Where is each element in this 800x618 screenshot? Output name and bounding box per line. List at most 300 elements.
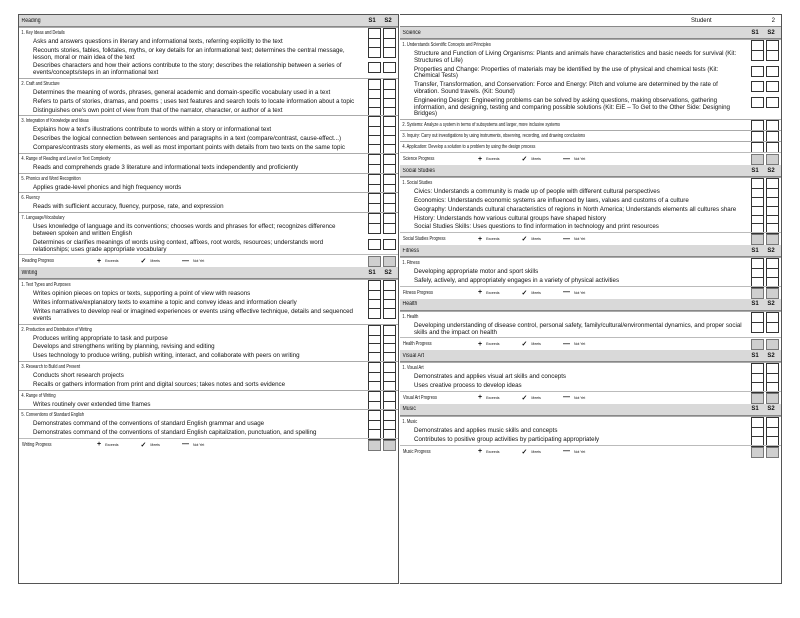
- standard-text: Explains how a text's illustrations contribute to words within a story or informational text: [33, 126, 272, 134]
- semester-label: S2: [767, 167, 775, 174]
- standard-text: Recounts stories, fables, folktales, myths, or key details for an informational text; determines the central message, lesson, moral or main idea of the text: [33, 46, 345, 61]
- category-row: [400, 311, 781, 322]
- standard-text: Uses technology to produce writing, publish writing, interact, and collaborate with peers on writing: [33, 352, 300, 360]
- category-row: [400, 119, 781, 130]
- progress-row: [400, 152, 781, 165]
- progress-label: Music Progress: [403, 448, 431, 455]
- category-title: 1. Music: [402, 418, 418, 425]
- progress-grade-box-s2[interactable]: [766, 339, 779, 350]
- standard-item: [400, 382, 781, 391]
- category-row: [19, 409, 398, 420]
- student-header: [400, 15, 781, 27]
- legend-symbol: +: [478, 289, 483, 297]
- grade-box-s2[interactable]: [766, 66, 779, 77]
- standard-text: Writes opinion pieces on topics or texts, supporting a point of view with reasons: [33, 290, 251, 298]
- legend-symbol: +: [478, 235, 483, 243]
- standard-text: Conducts short research projects: [33, 371, 124, 379]
- legend-symbol: ✓: [521, 448, 528, 456]
- legend-entry: [563, 156, 585, 163]
- legend-symbol: +: [97, 257, 102, 265]
- section-title: Visual Art: [402, 352, 425, 359]
- standard-item: [19, 62, 398, 78]
- category-row: [19, 173, 398, 184]
- semester-label: S2: [767, 406, 775, 413]
- legend-entry: [478, 448, 500, 455]
- grade-box-s2[interactable]: [766, 81, 779, 92]
- section-header: [400, 299, 781, 311]
- semester-label: S1: [368, 269, 376, 276]
- standard-item: [400, 50, 781, 66]
- legend-label: Exceeds: [105, 259, 119, 264]
- standard-text: Determines or clarifies meanings of words using context, affixes, root words, resources; understands word relationships; uses grade appropriate vocabulary: [33, 238, 324, 253]
- category-title: 3. Inquiry: Carry out investigations by using instruments, observing, recording, and drawing conclusions: [402, 133, 586, 140]
- legend-entry: [478, 156, 500, 163]
- progress-grade-box-s1[interactable]: [751, 447, 764, 458]
- progress-label: Fitness Progress: [403, 289, 434, 296]
- category-title: 5. Conventions of Standard English: [21, 412, 85, 419]
- section-title: Music: [402, 406, 416, 413]
- legend-symbol: —: [562, 394, 570, 402]
- grade-box-s1[interactable]: [751, 81, 764, 92]
- standard-item: [400, 373, 781, 382]
- standard-item: [400, 97, 781, 119]
- progress-legend: [97, 257, 204, 265]
- standard-item: [400, 436, 781, 445]
- semester-label: S2: [767, 301, 775, 308]
- category-title: 1. Understands Scientific Concepts and Principles: [402, 42, 491, 48]
- progress-legend: [478, 340, 585, 348]
- legend-label: Not Yet: [573, 342, 586, 347]
- standard-item: [19, 343, 398, 352]
- progress-legend: [478, 155, 585, 163]
- grade-box-s2[interactable]: [766, 97, 779, 108]
- semester-label: S2: [767, 352, 775, 359]
- legend-label: Not Yet: [573, 157, 586, 162]
- standard-text: Produces writing appropriate to task and purpose: [33, 334, 168, 342]
- standard-item: [19, 381, 398, 390]
- standard-text: Refers to parts of stories, dramas, and poems ; uses text features and search tools to locate information about a topic: [33, 97, 355, 105]
- standard-text: Safely, actively, and appropriately engages in a variety of physical activities: [414, 276, 620, 284]
- category-title: 1. Social Studies: [402, 180, 433, 187]
- standard-text: Asks and answers questions in literary and informational texts, referring explicitly to the text: [33, 38, 283, 45]
- legend-entry: [97, 441, 119, 448]
- category-title: 4. Range of Reading and Level or Text Complexity: [21, 155, 111, 162]
- category-row: [19, 192, 398, 203]
- legend-symbol: +: [478, 155, 483, 163]
- semester-label: S2: [767, 29, 775, 36]
- standard-text: Reads and comprehends grade 3 literature and informational texts independently and proficiently: [33, 163, 299, 171]
- legend-label: Exceeds: [486, 157, 500, 162]
- standard-item: [400, 206, 781, 215]
- progress-row: [400, 232, 781, 245]
- section-science: [400, 27, 781, 165]
- grade-box-s1[interactable]: [368, 308, 381, 319]
- legend-entry: [522, 394, 541, 402]
- category-title: 6. Fluency: [21, 195, 40, 202]
- standard-text: Demonstrates and applies visual art skills and concepts: [414, 373, 567, 381]
- standard-text: Applies grade-level phonics and high frequency words: [33, 183, 182, 191]
- page-number: 2: [771, 17, 775, 24]
- standard-text: Describes characters and how their actions contribute to the story; describes the relationship between a series of events/concepts/steps in an informational text: [33, 62, 342, 77]
- standard-item: [400, 66, 781, 82]
- standard-text: Properties and Change: Properties of materials may be identified by the use of physical and chemical tests (Kit: Chemical Tests): [414, 65, 719, 80]
- standard-text: Demonstrates and applies music skills and concepts: [414, 426, 558, 434]
- standard-text: History: Understands how various cultural groups have shaped history: [414, 214, 606, 222]
- standard-item: [19, 352, 398, 361]
- legend-entry: [522, 235, 541, 243]
- grade-box-s1[interactable]: [368, 47, 381, 58]
- semester-label: S1: [751, 352, 759, 359]
- progress-grade-box-s1[interactable]: [751, 288, 764, 299]
- right-column: [400, 14, 782, 584]
- section-health: [400, 299, 781, 351]
- section-writing: [19, 267, 398, 451]
- standard-item: [19, 290, 398, 299]
- grade-box-s1[interactable]: [368, 223, 381, 234]
- legend-entry: [563, 289, 585, 296]
- grade-box-s1[interactable]: [751, 50, 764, 61]
- legend-symbol: —: [562, 289, 570, 297]
- category-row: [400, 141, 781, 152]
- progress-legend: [478, 289, 585, 297]
- legend-label: Meets: [531, 157, 541, 162]
- category-row: [400, 177, 781, 188]
- category-row: [19, 390, 398, 401]
- standard-item: [19, 89, 398, 98]
- legend-symbol: —: [181, 257, 189, 265]
- progress-grade-box-s2[interactable]: [383, 256, 396, 267]
- category-row: [400, 416, 781, 427]
- section-header: [19, 15, 398, 27]
- standard-item: [400, 197, 781, 206]
- progress-row: [19, 438, 398, 451]
- category-title: 4. Application: Develop a solution to a problem by using the design process: [402, 144, 536, 151]
- progress-grade-box-s1[interactable]: [368, 440, 381, 451]
- standard-item: [19, 335, 398, 344]
- legend-label: Exceeds: [486, 342, 500, 347]
- semester-label: S1: [751, 247, 759, 254]
- category-row: [400, 362, 781, 373]
- legend-label: Meets: [531, 449, 541, 454]
- standard-item: [400, 188, 781, 197]
- standard-item: [19, 401, 398, 410]
- standard-text: Demonstrates command of the conventions of standard English capitalization, punctuation, and spelling: [33, 429, 317, 437]
- grade-box-s1[interactable]: [751, 66, 764, 77]
- legend-symbol: —: [562, 448, 570, 456]
- section-header: [400, 245, 781, 257]
- legend-label: Meets: [531, 290, 541, 295]
- category-row: [19, 78, 398, 89]
- progress-grade-box-s2[interactable]: [383, 440, 396, 451]
- progress-label: Social Studies Progress: [403, 236, 446, 243]
- category-row: [400, 257, 781, 268]
- category-row: [19, 279, 398, 290]
- report-card-page: [18, 14, 782, 584]
- progress-grade-box-s1[interactable]: [751, 154, 764, 165]
- progress-grade-box-s1[interactable]: [751, 393, 764, 404]
- grade-box-s1[interactable]: [368, 62, 381, 73]
- standard-text: Reads with sufficient accuracy, fluency, purpose, rate, and expression: [33, 203, 224, 211]
- standard-text: Writes routinely over extended time frames: [33, 400, 151, 408]
- legend-symbol: +: [97, 441, 102, 449]
- category-title: 3. Integration of Knowledge and Ideas: [21, 118, 89, 125]
- left-column: [18, 14, 399, 584]
- progress-label: Visual Art Progress: [403, 394, 437, 401]
- section-title: Health: [402, 301, 418, 308]
- legend-entry: [563, 394, 585, 401]
- semester-label: S1: [751, 167, 759, 174]
- standard-text: Determines the meaning of words, phrases, general academic and domain-specific vocabulary used in a text: [33, 88, 331, 96]
- progress-legend: [478, 235, 585, 243]
- standard-item: [19, 372, 398, 381]
- legend-label: Not Yet: [573, 449, 586, 454]
- section-title: Writing: [21, 269, 38, 276]
- standard-text: Demonstrates command of the conventions of standard English grammar and usage: [33, 420, 265, 428]
- progress-grade-box-s2[interactable]: [766, 288, 779, 299]
- standard-item: [400, 223, 781, 232]
- standard-item: [19, 135, 398, 144]
- grade-box-s2[interactable]: [383, 47, 396, 58]
- section-title: Reading: [21, 17, 41, 24]
- legend-entry: [182, 441, 204, 448]
- legend-symbol: ✓: [521, 156, 528, 164]
- standard-text: Writes informative/explanatory texts to examine a topic and convey ideas and information clearly: [33, 299, 297, 307]
- progress-row: [400, 445, 781, 458]
- standard-item: [400, 427, 781, 436]
- legend-entry: [141, 441, 160, 449]
- standard-item: [19, 420, 398, 429]
- standard-text: Developing understanding of disease control, personal safety, family/cultural/environmental dynamics, and proper social skills and the impact on health: [414, 321, 742, 336]
- progress-row: [19, 254, 398, 267]
- legend-entry: [478, 236, 500, 243]
- standard-text: Contributes to positive group activities by participating appropriately: [414, 435, 600, 443]
- standard-item: [19, 47, 398, 63]
- legend-label: Meets: [531, 237, 541, 242]
- category-title: 5. Phonics and Word Recognition: [21, 175, 81, 182]
- legend-entry: [522, 155, 541, 163]
- grade-box-s2[interactable]: [766, 322, 779, 333]
- category-title: 1. Key Ideas and Details: [21, 30, 65, 36]
- progress-grade-box-s2[interactable]: [766, 154, 779, 165]
- standard-text: Engineering Design: Engineering problems can be solved by asking questions, making observations, gathering information, and designing, testing and comparing possible solutions (Kit: EiE – To Get to the Other Side: Designing Bridges): [414, 96, 730, 118]
- legend-label: Exceeds: [486, 395, 500, 400]
- legend-symbol: —: [181, 441, 189, 449]
- legend-label: Not Yet: [573, 395, 586, 400]
- section-title: Science: [402, 29, 421, 36]
- legend-symbol: ✓: [140, 258, 147, 266]
- grade-box-s1[interactable]: [368, 239, 381, 250]
- section-fitness: [400, 245, 781, 299]
- section-header: [19, 267, 398, 279]
- legend-symbol: ✓: [140, 441, 147, 449]
- semester-label: S1: [751, 301, 759, 308]
- legend-entry: [522, 289, 541, 297]
- standard-text: Uses creative process to develop ideas: [414, 382, 522, 390]
- legend-label: Exceeds: [105, 442, 119, 447]
- standard-item: [19, 203, 398, 212]
- legend-label: Exceeds: [486, 237, 500, 242]
- category-title: 2. Craft and Structure: [21, 80, 60, 87]
- grade-box-s2[interactable]: [766, 50, 779, 61]
- progress-legend: [478, 394, 585, 402]
- section-header: [400, 165, 781, 177]
- section-title: Social Studies: [402, 167, 435, 174]
- legend-label: Not Yet: [573, 290, 586, 295]
- progress-label: Health Progress: [403, 341, 432, 348]
- section-reading: [19, 15, 398, 267]
- standard-text: Economics: Understands economic systems are influenced by laws, values and customs of a culture: [414, 196, 689, 204]
- category-row: [19, 27, 398, 38]
- grade-box-s2[interactable]: [383, 223, 396, 234]
- progress-legend: [478, 448, 585, 456]
- semester-label: S1: [751, 29, 759, 36]
- legend-label: Exceeds: [486, 290, 500, 295]
- grade-box-s1[interactable]: [751, 97, 764, 108]
- section-header: [400, 404, 781, 416]
- legend-entry: [563, 341, 585, 348]
- legend-symbol: ✓: [521, 394, 528, 402]
- category-row: [400, 130, 781, 141]
- legend-symbol: ✓: [521, 289, 528, 297]
- legend-label: Not Yet: [573, 237, 586, 242]
- legend-entry: [478, 394, 500, 401]
- legend-symbol: ✓: [521, 236, 528, 244]
- legend-symbol: —: [562, 340, 570, 348]
- standard-item: [19, 107, 398, 116]
- legend-label: Meets: [531, 342, 541, 347]
- standard-item: [19, 223, 398, 239]
- standard-text: Develops and strengthens writing by planning, revising and editing: [33, 343, 215, 351]
- standard-text: Geography: Understands cultural characteristics of regions in North America; Understands elements all cultures share: [414, 205, 737, 213]
- legend-entry: [478, 289, 500, 296]
- standard-text: Distinguishes one's own point of view from that of the narrator, character, or author of a text: [33, 106, 283, 114]
- legend-label: Not Yet: [192, 442, 205, 447]
- category-row: [400, 39, 781, 50]
- category-row: [19, 361, 398, 372]
- semester-label: S2: [384, 17, 392, 24]
- category-row: [19, 115, 398, 126]
- section-header: [400, 350, 781, 362]
- category-title: 2. Systems: Analyze a system in terms of subsystems and larger, more inclusive systems: [402, 122, 561, 129]
- category-title: 1. Fitness: [402, 260, 420, 267]
- standard-text: Writes narratives to develop real or imagined experiences or events using effective technique, details and sequenced events: [33, 307, 353, 322]
- progress-label: Reading Progress: [22, 258, 55, 265]
- legend-symbol: +: [478, 340, 483, 348]
- standard-item: [19, 308, 398, 324]
- section-music: [400, 404, 781, 458]
- standard-text: Civics: Understands a community is made up of people with different cultural perspectives: [414, 188, 660, 196]
- progress-grade-box-s2[interactable]: [766, 393, 779, 404]
- legend-label: Meets: [150, 259, 160, 264]
- progress-grade-box-s1[interactable]: [751, 234, 764, 245]
- legend-entry: [97, 258, 119, 265]
- grade-box-s2[interactable]: [383, 308, 396, 319]
- category-title: 4. Range of Writing: [21, 392, 56, 399]
- standard-item: [400, 277, 781, 286]
- category-title: 2. Production and Distribution of Writing: [21, 326, 92, 333]
- category-row: [19, 153, 398, 164]
- legend-entry: [563, 448, 585, 455]
- progress-grade-box-s2[interactable]: [766, 447, 779, 458]
- progress-row: [400, 337, 781, 350]
- legend-entry: [522, 340, 541, 348]
- standard-text: Structure and Function of Living Organisms: Plants and animals have characteristics and basic needs for survival (Kit: Structures of Life): [414, 50, 737, 64]
- standard-item: [400, 81, 781, 97]
- legend-entry: [478, 341, 500, 348]
- grade-box-s1[interactable]: [751, 322, 764, 333]
- legend-label: Meets: [150, 442, 160, 447]
- section-title: Fitness: [402, 247, 419, 254]
- legend-label: Meets: [531, 395, 541, 400]
- category-row: [19, 212, 398, 223]
- legend-symbol: —: [562, 155, 570, 163]
- category-title: 3. Research to Build and Present: [21, 363, 81, 370]
- legend-entry: [182, 258, 204, 265]
- standard-text: Describes the logical connection between sentences and paragraphs in a text (compare/contrast, cause-effect...): [33, 135, 342, 143]
- category-title: 1. Health: [402, 313, 419, 320]
- progress-grade-box-s2[interactable]: [766, 234, 779, 245]
- semester-label: S2: [767, 247, 775, 254]
- standard-item: [19, 429, 398, 438]
- progress-label: Writing Progress: [22, 441, 52, 448]
- grade-box-s2[interactable]: [383, 62, 396, 73]
- legend-symbol: —: [562, 235, 570, 243]
- standard-item: [19, 164, 398, 173]
- standard-text: Social Studies Skills: Uses questions to find information in technology and print resources: [414, 223, 659, 231]
- progress-row: [400, 286, 781, 299]
- standard-item: [19, 38, 398, 47]
- legend-entry: [563, 236, 585, 243]
- student-label: Student: [690, 17, 712, 24]
- legend-entry: [522, 448, 541, 456]
- category-row: [19, 324, 398, 335]
- standard-item: [19, 184, 398, 193]
- section-visual-art: [400, 350, 781, 404]
- semester-label: S1: [751, 406, 759, 413]
- grade-box-s2[interactable]: [383, 239, 396, 250]
- standard-item: [19, 126, 398, 135]
- standard-item: [19, 98, 398, 107]
- legend-symbol: +: [478, 394, 483, 402]
- standard-item: [400, 322, 781, 338]
- standard-text: Compares/contrasts story elements, as well as most important points with details from two texts on the same topic: [33, 143, 345, 151]
- standard-item: [19, 299, 398, 308]
- standard-text: Recalls or gathers information from print and digital sources; takes notes and sorts evidence: [33, 380, 286, 388]
- semester-label: S2: [384, 269, 392, 276]
- standard-text: Transfer, Transformation, and Conservation: Force and Energy: Pitch and volume are determined by the rate of vibration. Sound travels. (Kit: Sound): [414, 81, 718, 95]
- semester-label: S1: [368, 17, 376, 24]
- section-header: [400, 27, 781, 39]
- progress-legend: [97, 441, 204, 449]
- legend-label: Not Yet: [192, 259, 205, 264]
- category-title: 7. Language/Vocabulary: [21, 215, 65, 222]
- standard-item: [400, 268, 781, 277]
- progress-grade-box-s1[interactable]: [368, 256, 381, 267]
- progress-grade-box-s1[interactable]: [751, 339, 764, 350]
- standard-item: [400, 215, 781, 224]
- progress-label: Science Progress: [403, 156, 435, 163]
- standard-item: [19, 239, 398, 255]
- standard-text: Developing appropriate motor and sport skills: [414, 268, 539, 276]
- legend-label: Exceeds: [486, 449, 500, 454]
- category-title: 1. Text Types and Purposes: [21, 282, 71, 289]
- progress-row: [400, 391, 781, 404]
- legend-symbol: ✓: [521, 341, 528, 349]
- legend-entry: [141, 257, 160, 265]
- category-title: 1. Visual Art: [402, 365, 424, 372]
- section-social-studies: [400, 165, 781, 245]
- legend-symbol: +: [478, 448, 483, 456]
